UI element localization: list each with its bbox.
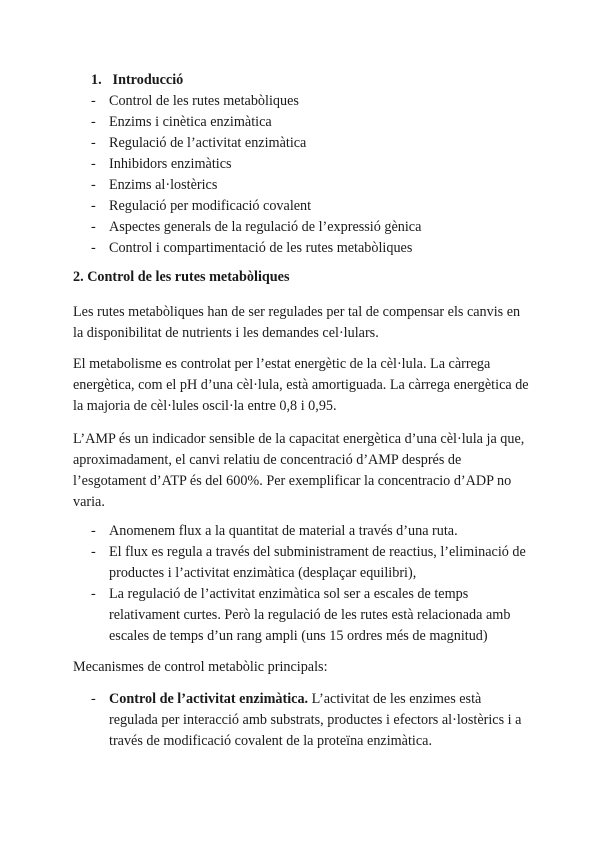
bullet-line (109, 689, 539, 710)
paragraph-line: Les rutes metabòliques han de ser regulades per tal de compensar els canvis en (73, 304, 521, 320)
toc-list (0, 91, 600, 259)
paragraph-line: El metabolisme es controlat per l’estat energètic de la cèl·lula. La càrrega (73, 356, 491, 372)
mechanisms-list (0, 689, 600, 752)
toc-item-label: Aspectes generals de la regulació de l’expressió gènica (109, 219, 422, 235)
dash-marker: - (91, 156, 96, 172)
paragraph-line: energètica, com el pH d’una cèl·lula, està amortiguada. La càrrega energètica de (73, 377, 529, 393)
dash-marker: - (91, 219, 96, 235)
paragraph-1 (73, 302, 533, 344)
toc-item-label: Enzims i cinètica enzimàtica (109, 114, 272, 130)
toc-item (0, 91, 600, 112)
dash-marker: - (91, 177, 96, 193)
dash-marker: - (91, 240, 96, 256)
bullet-item (0, 521, 600, 542)
dash-marker: - (91, 198, 96, 214)
paragraph-line: varia. (73, 494, 105, 510)
bullet-line: productes i l’activitat enzimàtica (desplaçar equilibri), (109, 565, 417, 581)
toc-item (0, 154, 600, 175)
section-heading: 2. Control de les rutes metabòliques (73, 269, 290, 285)
toc-item (0, 175, 600, 196)
toc-item (0, 112, 600, 133)
bullet-line: La regulació de l’activitat enzimàtica sol ser a escales de temps (109, 586, 469, 602)
dash-marker: - (91, 93, 96, 109)
toc-item (0, 196, 600, 217)
toc-item-label: Inhibidors enzimàtics (109, 156, 232, 172)
bullet-line: El flux es regula a través del subministrament de reactius, l’eliminació de (109, 544, 526, 560)
paragraph-line: Mecanismes de control metabòlic principals: (73, 659, 328, 675)
toc-item (0, 217, 600, 238)
bullet-item (0, 542, 600, 584)
paragraph-line: L’AMP és un indicador sensible de la capacitat energètica d’una cèl·lula ja que, (73, 431, 525, 447)
bullet-line: relativament curtes. Però la regulació de les rutes està relacionada amb (109, 607, 511, 623)
paragraph-line: la majoria de cèl·lules oscil·la entre 0,8 i 0,95. (73, 398, 337, 414)
toc-item (0, 133, 600, 154)
dash-marker: - (91, 544, 96, 560)
bullet-item (0, 584, 600, 647)
paragraph-3 (73, 429, 533, 513)
bullet-item (0, 689, 600, 752)
paragraph-line: aproximadament, el canvi relatiu de concentració d’AMP després de (73, 452, 462, 468)
dash-marker: - (91, 135, 96, 151)
toc-title-number: 1. (91, 72, 102, 88)
dash-marker: - (91, 523, 96, 539)
toc-title-text: Introducció (112, 72, 184, 88)
toc-title (91, 70, 183, 91)
toc-item-label: Control i compartimentació de les rutes metabòliques (109, 240, 413, 256)
dash-marker: - (91, 586, 96, 602)
toc-item (0, 238, 600, 259)
toc-item-label: Regulació per modificació covalent (109, 198, 312, 214)
bullet-line: regulada per interacció amb substrats, productes i efectors al·lostèrics i a (109, 712, 522, 728)
mechanism-title: Control de l’activitat enzimàtica. (109, 691, 309, 707)
mechanism-text: L’activitat de les enzimes està (308, 691, 482, 707)
bullet-line: Anomenem flux a la quantitat de material a través d’una ruta. (109, 523, 458, 539)
dash-marker: - (91, 114, 96, 130)
bullet-list (0, 521, 600, 647)
dash-marker: - (91, 691, 96, 707)
bullet-line: escales de temps d’un rang ampli (uns 15 ordres més de magnitud) (109, 628, 488, 644)
toc-item-label: Regulació de l’activitat enzimàtica (109, 135, 307, 151)
bullet-line: través de modificació covalent de la proteïna enzimàtica. (109, 733, 433, 749)
toc-item-label: Enzims al·lostèrics (109, 177, 218, 193)
paragraph-line: la disponibilitat de nutrients i les demandes cel·lulars. (73, 325, 379, 341)
mechanisms-intro (73, 657, 533, 678)
paragraph-line: l’esgotament d’ATP és del 600%. Per exemplificar la concentracio d’ADP no (73, 473, 512, 489)
toc-item-label: Control de les rutes metabòliques (109, 93, 299, 109)
paragraph-2 (73, 354, 533, 417)
